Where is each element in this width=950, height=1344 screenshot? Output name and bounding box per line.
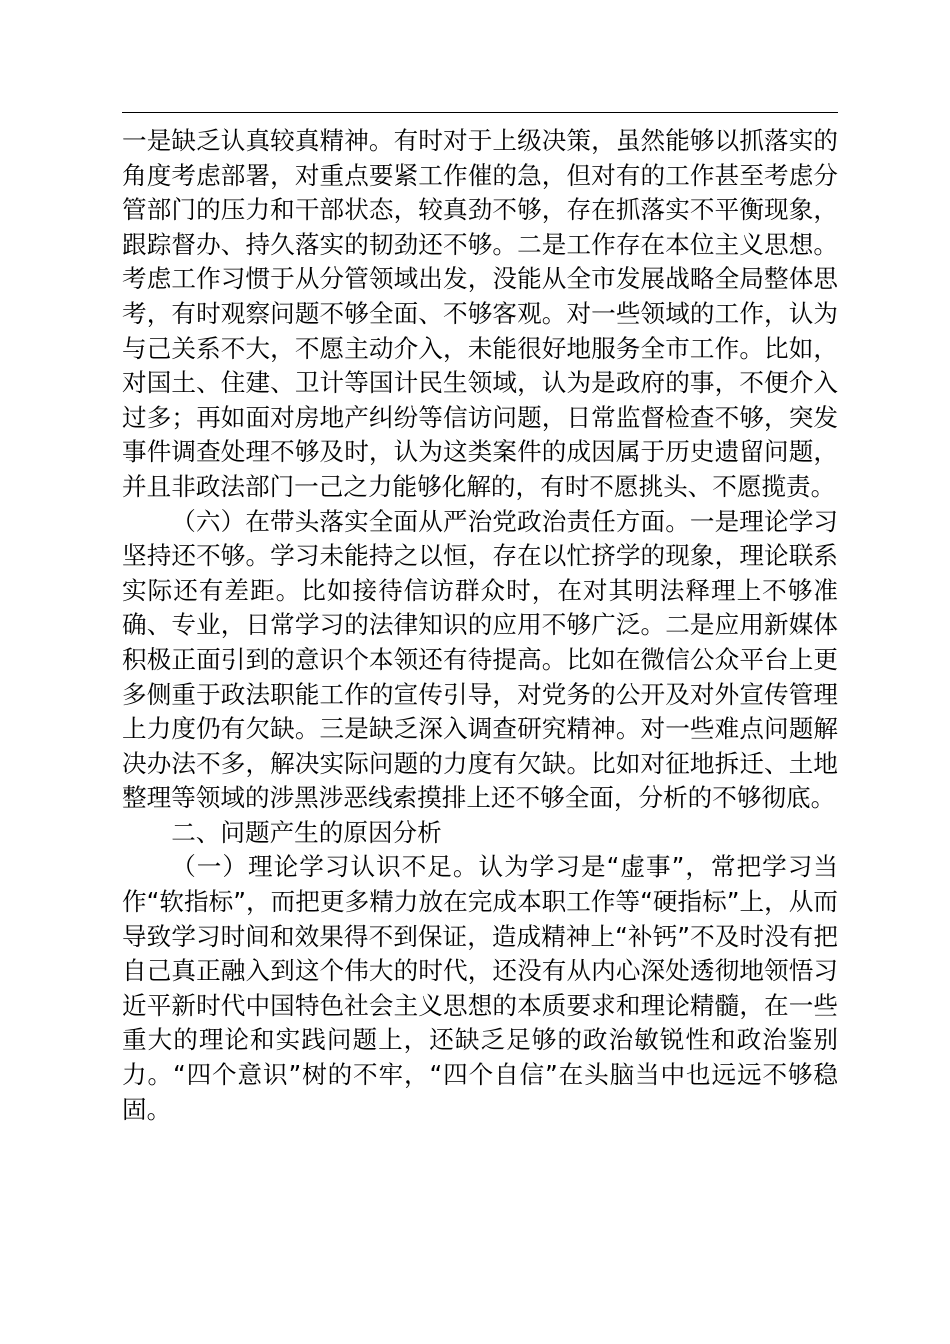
paragraph-cause-one: （一）理论学习认识不足。认为学习是“虚事”，常把学习当作“软指标”，而把更多精力放在完成本职工作等“硬指标”上，从而导致学习时间和效果得不到保证，造成精神上“补钙”不及时没有把自己真正融入到这个伟大的时代，还没有从内心深处透彻地领悟习近平新时代中国特色社会主义思想的本质要求和理论精髓，在一些重大的理论和实践问题上，还缺乏足够的政治敏锐性和政治鉴别力。“四个意识”树的不牢，“四个自信”在头脑当中也远远不够稳固。: [122, 852, 838, 1124]
paragraph-deficiency-continued: 一是缺乏认真较真精神。有时对于上级决策，虽然能够以抓落实的角度考虑部署，对重点要紧工作催的急，但对有的工作甚至考虑分管部门的压力和干部状态，较真劲不够，存在抓落实不平衡现象，跟踪督办、持久落实的韧劲还不够。二是工作存在本位主义思想。考虑工作习惯于从分管领域出发，没能从全市发展战略全局整体思考，有时观察问题不够全面、不够客观。对一些领域的工作，认为与己关系不大，不愿主动介入，未能很好地服务全市工作。比如，对国土、住建、卫计等国计民生领域，认为是政府的事，不便介入过多；再如面对房地产纠纷等信访问题，日常监督检查不够，突发事件调查处理不够及时，认为这类案件的成因属于历史遗留问题，并且非政法部门一己之力能够化解的，有时不愿挑头、不愿揽责。: [122, 126, 838, 501]
section-heading-cause-analysis: 二、问题产生的原因分析: [171, 817, 442, 847]
document-body: [122, 124, 838, 1127]
paragraph-section-six: （六）在带头落实全面从严治党政治责任方面。一是理论学习坚持还不够。学习未能持之以恒，存在以忙挤学的现象，理论联系实际还有差距。比如接待信访群众时，在对其明法释理上不够准确、专业，日常学习的法律知识的应用不够广泛。二是应用新媒体积极正面引到的意识个本领还有待提高。比如在微信公众平台上更多侧重于政法职能工作的宣传引导，对党务的公开及对外宣传管理上力度仍有欠缺。三是缺乏深入调查研究精神。对一些难点问题解决办法不多，解决实际问题的力度有欠缺。比如对征地拆迁、土地整理等领域的涉黑涉恶线索摸排上还不够全面，分析的不够彻底。: [122, 506, 838, 813]
header-rule: [122, 112, 838, 113]
